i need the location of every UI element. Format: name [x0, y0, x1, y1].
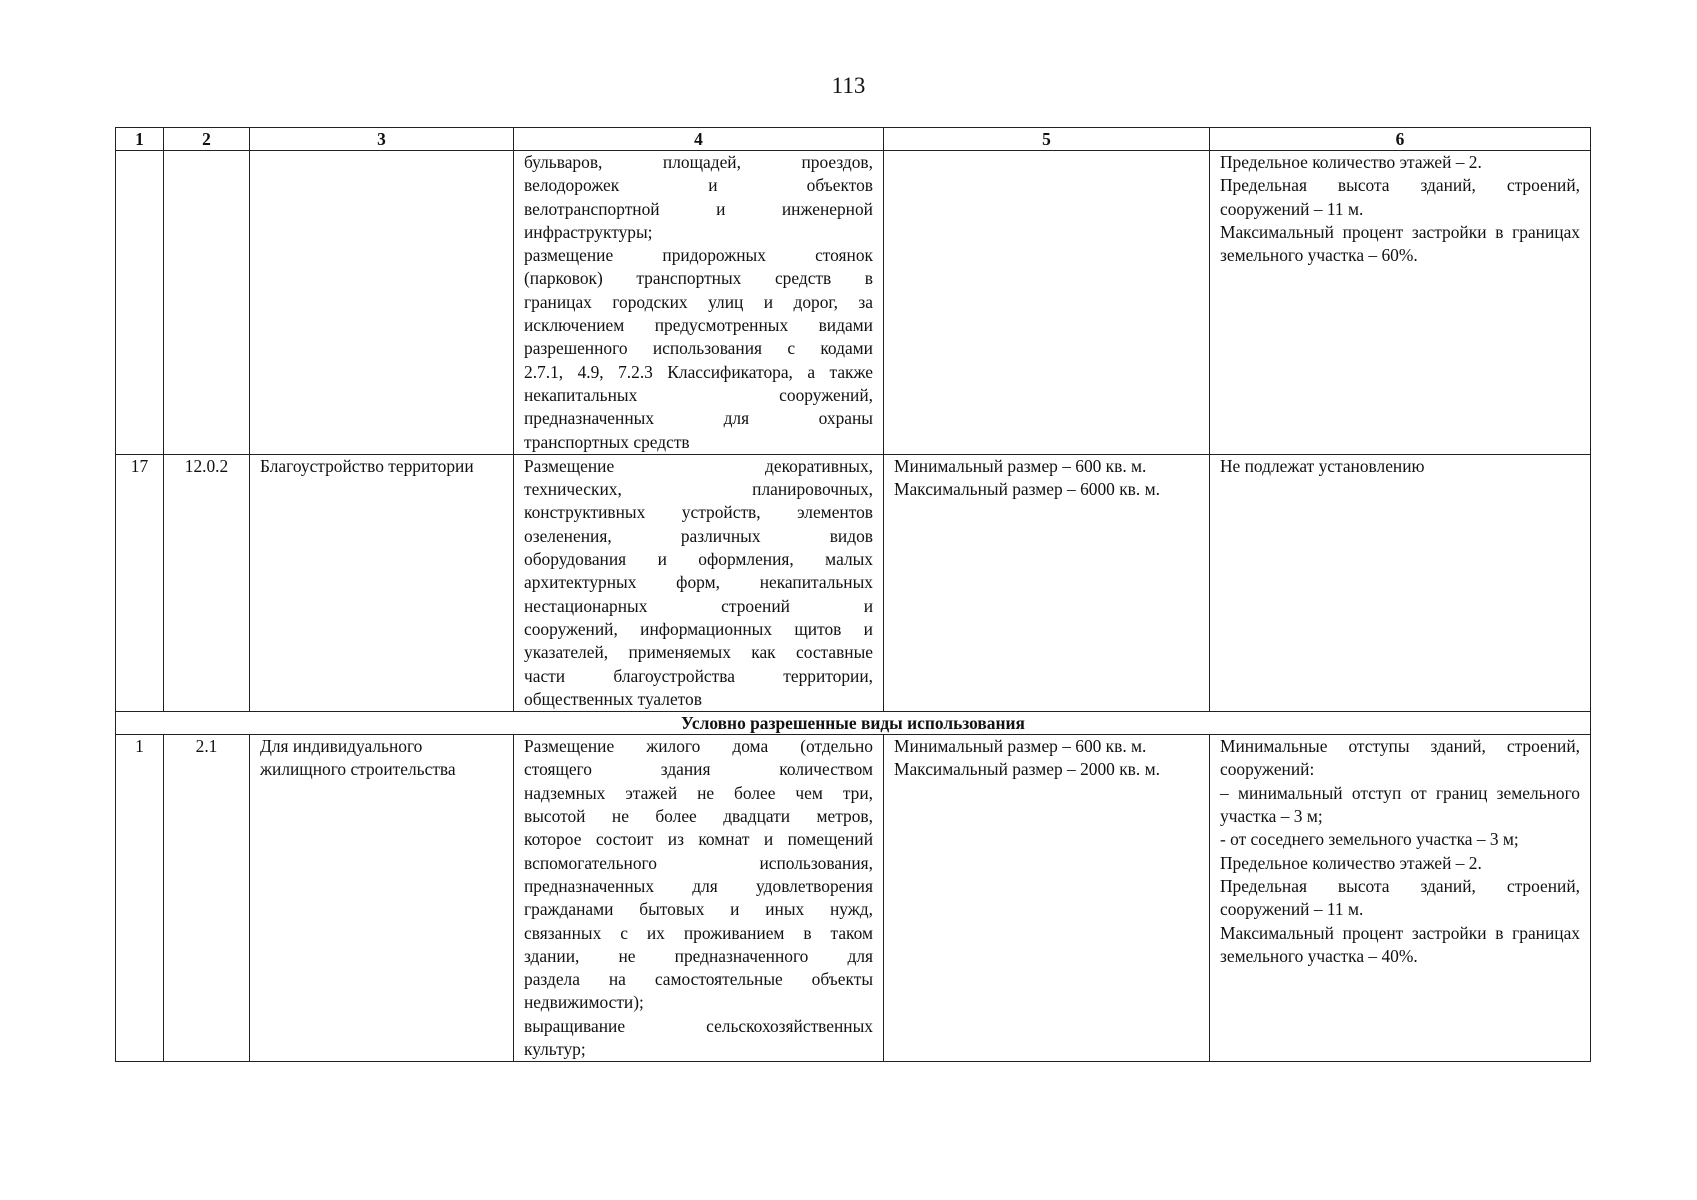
row-parameters	[1210, 151, 1591, 455]
description-line: культур;	[524, 1038, 586, 1059]
cell-paragraph: – минимальный отступ от границ земельного участка – 3 м;	[1220, 782, 1580, 827]
row-code: 12.0.2	[164, 454, 250, 711]
description-line: оборудования и оформления, малых	[524, 549, 873, 570]
description-line: связанных с их проживанием в таком	[524, 922, 873, 943]
row-description	[514, 454, 884, 711]
description-line: исключением предусмотренных видами	[524, 315, 873, 336]
column-header: 1	[116, 128, 164, 151]
cell-paragraph: Максимальный процент застройки в границах земельного участка – 40%.	[1220, 922, 1580, 966]
column-header: 3	[250, 128, 514, 151]
cell-paragraph: Минимальный размер – 600 кв. м.	[894, 455, 1147, 476]
row-number	[116, 151, 164, 455]
description-line: велотранспортной и инженерной	[524, 198, 873, 219]
row-code	[164, 151, 250, 455]
description-line: разрешенного использования с кодами	[524, 338, 873, 359]
row-code: 2.1	[164, 735, 250, 1062]
row-parameters	[1210, 454, 1591, 711]
description-line: Размещение жилого дома (отдельно	[524, 736, 873, 757]
description-line: бульваров, площадей, проездов,	[524, 152, 873, 172]
description-line: Размещение декоративных,	[524, 455, 873, 476]
table-row	[116, 454, 1591, 711]
column-header: 5	[884, 128, 1210, 151]
description-line: конструктивных устройств, элементов	[524, 502, 873, 523]
table-header-row	[116, 128, 1591, 151]
section-title: Условно разрешенные виды использования	[116, 712, 1591, 735]
row-plot-sizes	[884, 151, 1210, 455]
row-description	[514, 151, 884, 455]
description-line: размещение придорожных стоянок	[524, 245, 873, 266]
table-row	[116, 735, 1591, 1062]
description-line: вспомогательного использования,	[524, 852, 873, 873]
description-line: сооружений, информационных щитов и	[524, 618, 873, 639]
description-line: инфраструктуры;	[524, 221, 653, 242]
description-line: границах городских улиц и дорог, за	[524, 291, 873, 312]
cell-paragraph: Максимальный процент застройки в границах земельного участка – 60%.	[1220, 221, 1580, 266]
row-plot-sizes	[884, 454, 1210, 711]
description-line: надземных этажей не более чем три,	[524, 782, 873, 803]
row-description	[514, 735, 884, 1062]
row-name	[250, 151, 514, 455]
description-line: нестационарных строений и	[524, 595, 873, 616]
row-number: 1	[116, 735, 164, 1062]
description-line: (парковок) транспортных средств в	[524, 268, 873, 289]
cell-paragraph: Предельное количество этажей – 2.	[1220, 852, 1482, 873]
cell-paragraph: Максимальный размер – 2000 кв. м.	[894, 759, 1160, 780]
description-line: выращивание сельскохозяйственных	[524, 1015, 873, 1036]
column-header: 4	[514, 128, 884, 151]
description-line: части благоустройства территории,	[524, 665, 873, 686]
description-line: 2.7.1, 4.9, 7.2.3 Классификатора, а также	[524, 361, 873, 382]
description-line: транспортных средств	[524, 431, 690, 452]
description-line: стоящего здания количеством	[524, 759, 873, 780]
cell-paragraph: Предельное количество этажей – 2.	[1220, 152, 1482, 172]
description-line: некапитальных сооружений,	[524, 384, 873, 405]
table-row	[116, 151, 1591, 455]
row-number: 17	[116, 454, 164, 711]
description-line: недвижимости);	[524, 992, 644, 1013]
cell-paragraph: Минимальный размер – 600 кв. м.	[894, 736, 1147, 757]
cell-paragraph: Не подлежат установлению	[1220, 455, 1425, 476]
description-line: предназначенных для удовлетворения	[524, 875, 873, 896]
description-line: которое состоит из комнат и помещений	[524, 829, 873, 850]
cell-paragraph: Минимальные отступы зданий, строений, сооружений:	[1220, 736, 1580, 780]
row-name: Для индивидуального жилищного строительства	[250, 735, 514, 1062]
description-line: раздела на самостоятельные объекты	[524, 969, 873, 990]
description-line: указателей, применяемых как составные	[524, 642, 873, 663]
section-title-row	[116, 712, 1591, 735]
description-line: общественных туалетов	[524, 688, 702, 709]
row-name: Благоустройство территории	[250, 454, 514, 711]
description-line: озеленения, различных видов	[524, 525, 873, 546]
description-line: высотой не более двадцати метров,	[524, 806, 873, 827]
cell-paragraph: Максимальный размер – 6000 кв. м.	[894, 479, 1160, 500]
cell-paragraph: Предельная высота зданий, строений, сооружений – 11 м.	[1220, 175, 1580, 219]
row-parameters	[1210, 735, 1591, 1062]
page-number: 113	[831, 73, 866, 98]
description-line: гражданами бытовых и иных нужд,	[524, 899, 873, 920]
description-line: здании, не предназначенного для	[524, 945, 873, 966]
cell-paragraph: Предельная высота зданий, строений, сооружений – 11 м.	[1220, 875, 1580, 920]
description-line: архитектурных форм, некапитальных	[524, 572, 873, 593]
zoning-table	[115, 127, 1591, 1062]
description-line: предназначенных для охраны	[524, 408, 873, 429]
column-header: 6	[1210, 128, 1591, 151]
column-header: 2	[164, 128, 250, 151]
description-line: велодорожек и объектов	[524, 175, 873, 196]
description-line: технических, планировочных,	[524, 479, 873, 500]
cell-paragraph: - от соседнего земельного участка – 3 м;	[1220, 829, 1519, 850]
row-plot-sizes	[884, 735, 1210, 1062]
